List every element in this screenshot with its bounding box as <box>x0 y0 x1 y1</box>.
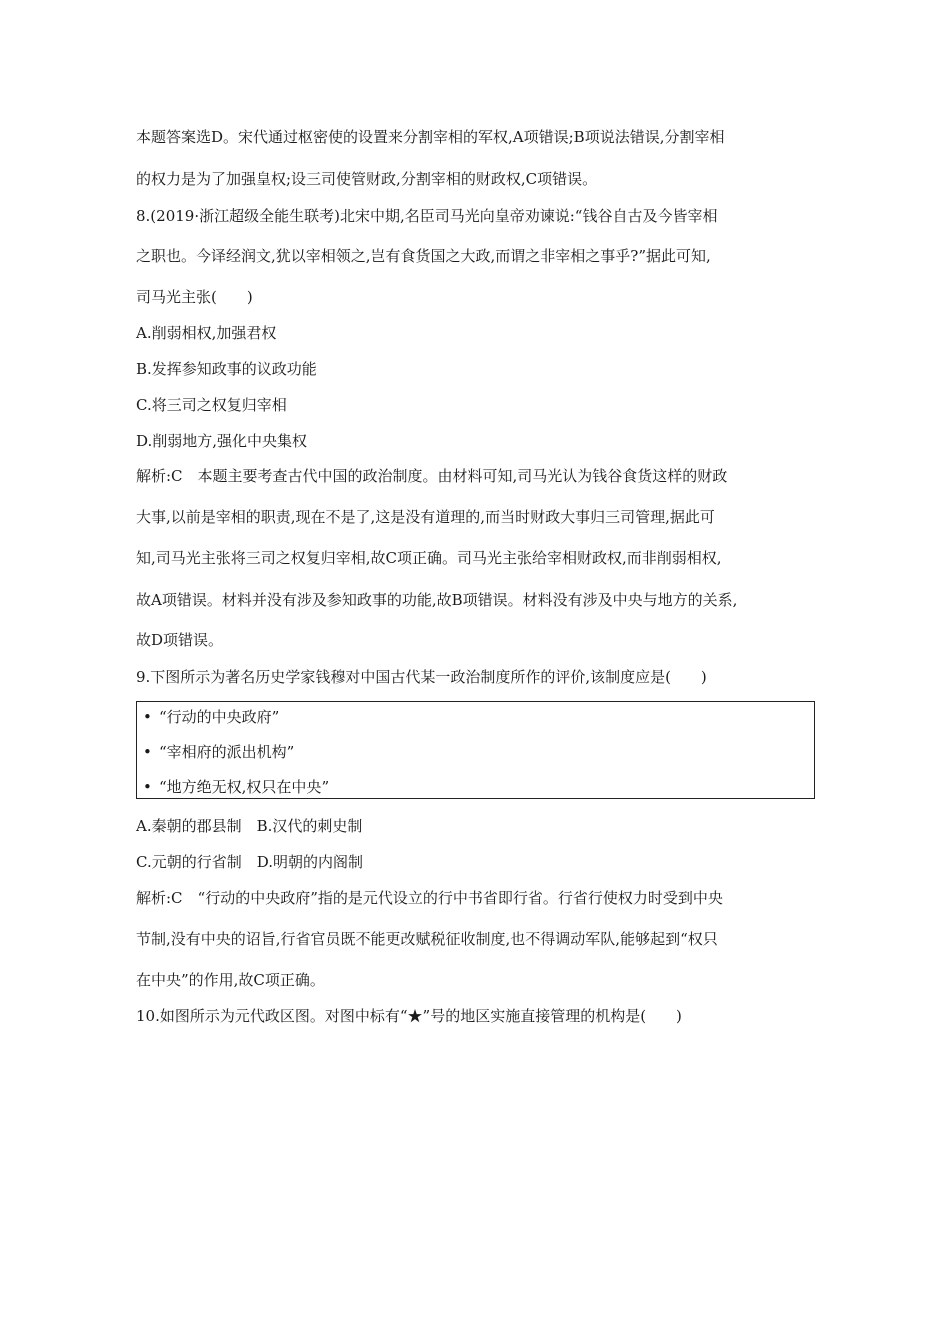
bullet-icon: • <box>143 743 152 761</box>
q8-option-d: D.削弱地方,强化中央集权 <box>136 432 308 450</box>
q8-analysis-line-3: 知,司马光主张将三司之权复归宰相,故C项正确。司马光主张给宰相财政权,而非削弱相权, <box>136 549 722 567</box>
bullet-icon: • <box>143 778 152 796</box>
q9-stem: 9.下图所示为著名历史学家钱穆对中国古代某一政治制度所作的评价,该制度应是( ) <box>136 668 707 686</box>
q9-box-item-text: “行动的中央政府” <box>159 708 280 726</box>
q9-quote-box <box>136 701 815 799</box>
q9-box-item <box>143 777 329 797</box>
q8-analysis-line-1: 解析:C 本题主要考查古代中国的政治制度。由材料可知,司马光认为钱谷食货这样的财政 <box>136 467 728 485</box>
q8-analysis-line-2: 大事,以前是宰相的职责,现在不是了,这是没有道理的,而当时财政大事归三司管理,据此可 <box>136 508 715 526</box>
q9-box-item-text: “宰相府的派出机构” <box>159 743 295 761</box>
q8-stem-line-1: 8.(2019·浙江超级全能生联考)北宋中期,名臣司马光向皇帝劝谏说:“钱谷自古及今皆宰相 <box>136 207 718 225</box>
q7-explanation-line-1: 本题答案选D。宋代通过枢密使的设置来分割宰相的军权,A项错误;B项说法错误,分割宰相 <box>136 128 725 146</box>
q8-option-b: B.发挥参知政事的议政功能 <box>136 360 317 378</box>
q9-box-item <box>143 742 294 762</box>
q8-analysis-line-4: 故A项错误。材料并没有涉及参知政事的功能,故B项错误。材料没有涉及中央与地方的关系, <box>136 591 738 609</box>
q9-analysis-line-3: 在中央”的作用,故C项正确。 <box>136 971 325 989</box>
q8-stem-line-2: 之职也。今译经润文,犹以宰相领之,岂有食货国之大政,而谓之非宰相之事乎?”据此可知, <box>136 247 711 265</box>
q8-analysis-line-5: 故D项错误。 <box>136 631 224 649</box>
q10-stem: 10.如图所示为元代政区图。对图中标有“★”号的地区实施直接管理的机构是( ) <box>136 1007 682 1025</box>
q9-analysis-line-2: 节制,没有中央的诏旨,行省官员既不能更改赋税征收制度,也不得调动军队,能够起到“权只 <box>136 930 718 948</box>
q9-analysis-line-1: 解析:C “行动的中央政府”指的是元代设立的行中书省即行省。行省行使权力时受到中央 <box>136 889 723 907</box>
q9-box-item <box>143 707 279 727</box>
q8-option-c: C.将三司之权复归宰相 <box>136 396 287 414</box>
bullet-icon: • <box>143 708 152 726</box>
q7-explanation-line-2: 的权力是为了加强皇权;设三司使管财政,分割宰相的财政权,C项错误。 <box>136 170 598 188</box>
q9-box-item-text: “地方绝无权,权只在中央” <box>159 778 330 796</box>
q8-option-a: A.削弱相权,加强君权 <box>136 324 277 342</box>
q9-options-line-1: A.秦朝的郡县制 B.汉代的刺史制 <box>136 817 363 835</box>
q8-stem-line-3: 司马光主张( ) <box>136 288 253 306</box>
q9-options-line-2: C.元朝的行省制 D.明朝的内阁制 <box>136 853 363 871</box>
